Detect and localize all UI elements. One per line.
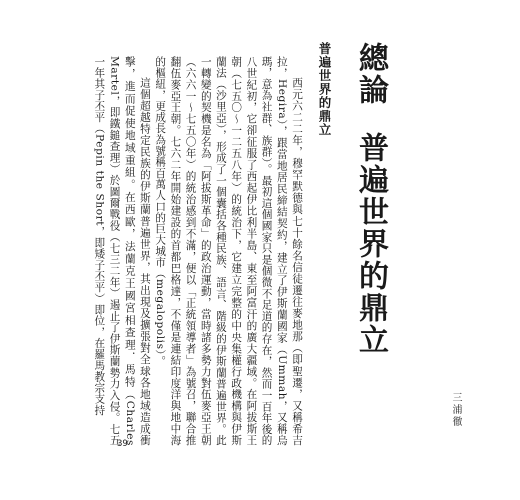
paragraph: 西元六二二年，穆罕默德與七十餘名信徒遷往麥地那（即聖遷，又稱希吉拉，Hegira），跟當地居民締結契約，建立了伊斯蘭國家（Ummah，又稱烏瑪，意為社群、族群）。最初這個國家只是個微不足道的存在，然而一百年後的八世紀初，它卻征服了西起伊比利半島、東至阿富汗的廣大疆域。在阿拔斯王朝（七五〇〜一二五八年）的統治下，它建立完整的中央集權行政機構與伊斯蘭法（沙里亞），形成了一個囊括各種民族、語言、階級的伊斯蘭普遍世界。此一轉變的契機是名為「阿拔斯革命」的政治運動，當時諸多勢力對伍麥亞王朝（六六一〜七五〇年）的統治感到不滿，便以「正統領導者」為號召，聯合推翻伍麥亞王朝。七六二年開始建設的首都巴格達，不僅是連結印度洋與地中海的樞紐，更成長為號稱百萬人口的巨大城市（megalopolis）。 bbox=[154, 56, 303, 446]
chapter-label: 總論 bbox=[353, 42, 388, 106]
paragraph: 這個超越特定民族的伊斯蘭普遍世界，其出現及擴張對全球各地域造成衝擊，進而促使地域重組。在西歐，法蘭克王國宮相查理．馬特（Charles Martel，即鐵鎚查理）於圖爾戰役（七三二年）遏止了伊斯蘭勢力入侵。七五一年其子丕平（Pepin the Short，即矮子丕平）即位，在羅馬教宗支持 bbox=[93, 56, 151, 446]
chapter-title bbox=[348, 42, 392, 356]
section-heading: 普遍世界的鼎立 bbox=[317, 42, 332, 137]
chapter-title-text: 普遍世界的鼎立 bbox=[353, 132, 388, 356]
author-name: 三浦徹 bbox=[450, 392, 461, 428]
page-number: 39 bbox=[117, 439, 128, 449]
